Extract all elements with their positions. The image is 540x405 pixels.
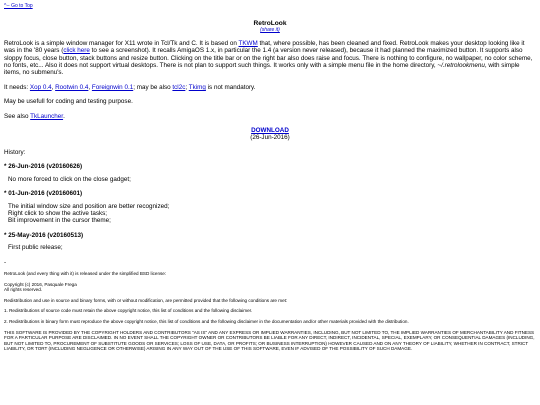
license-intro: RetroLook (and every thing with it) is released under the simplified BSD license: bbox=[4, 270, 167, 276]
menu-file-path: ~/.retrolookmenu bbox=[437, 62, 485, 70]
rootwin-link[interactable]: Rootwin 0.4 bbox=[55, 83, 89, 91]
history-heading: History: bbox=[4, 148, 26, 156]
intro-text-2: that, where possible, has been cleaned and fixed. RetroLook makes your desktop looking like it was in the '80 years ( bbox=[4, 39, 525, 55]
requirements-mid: ; may be also bbox=[133, 83, 173, 91]
see-also-paragraph bbox=[4, 113, 536, 120]
foreignwin-link[interactable]: Foreignwin 0.1 bbox=[91, 83, 134, 91]
usefulness-note: May be usefull for coding and testing purpose. bbox=[4, 98, 133, 106]
tkimg-link[interactable]: Tkimg bbox=[188, 83, 206, 91]
top-nav bbox=[4, 3, 536, 9]
requirements-paragraph bbox=[4, 84, 536, 91]
intro-text-4: , with simple items, no submenu's. bbox=[4, 62, 520, 77]
intro-paragraph bbox=[4, 40, 536, 77]
license-redistribution: Redistribution and use in source and binary forms, with or without modification, are permitted provided that the following conditions are met: bbox=[4, 297, 288, 303]
xop-link[interactable]: Xop 0.4 bbox=[29, 83, 52, 91]
history-entry bbox=[4, 190, 536, 225]
share-row bbox=[4, 27, 536, 34]
license-condition-2: 2. Redistributions in binary form must reproduce the above copyright notice, this list of conditions and the following disclaimer in the documentation and/or other materials provided with the distribution. bbox=[4, 318, 409, 324]
download-link[interactable]: DOWNLOAD bbox=[251, 127, 289, 135]
go-to-top-link[interactable]: ^-- Go to Top bbox=[4, 3, 33, 9]
license-condition-1: 1. Redistributions of source code must retain the above copyright notice, this list of conditions and the following disclaimer. bbox=[4, 308, 253, 314]
tklauncher-link[interactable]: TkLauncher bbox=[30, 112, 64, 120]
history-line: First public release; bbox=[8, 244, 63, 252]
separator: ; bbox=[185, 83, 189, 91]
tkwm-link[interactable]: TKWM bbox=[238, 39, 258, 47]
divider-dash: - bbox=[4, 258, 7, 266]
history-line: Bit improvement in the cursor theme; bbox=[8, 217, 111, 225]
license-rights: All rights reserved. bbox=[4, 287, 43, 293]
intro-text-1: RetroLook is a simple window manager for X11 wrote in Tcl/Tk and C. It is based on bbox=[4, 39, 239, 47]
page-title: RetroLook bbox=[253, 20, 287, 27]
intro-text-3: to see a screenshot). It recalls AmigaOS 1.x, in particular the 1.4 (a version never released), because it had planned the maximized button. It supports also sloppy focus, close button, stack buttons and resize button. Clicking on the title bar or on the right bar also does raise and focus. There is nothing to configure, no wallpaper, no color scheme, no fonts, etc... Also it does not support virtual desktops. There is not plan to support such things. It works only with a simple menu file in the home directory, bbox=[4, 47, 533, 70]
see-also-prefix: See also bbox=[4, 112, 31, 120]
requirements-suffix: is not mandatory. bbox=[205, 83, 256, 91]
license-copyright: Copyright (c) 2016, Pasquale Frega bbox=[4, 281, 77, 287]
history-date: * 01-Jun-2016 (v20160601) bbox=[4, 190, 83, 198]
separator: , bbox=[88, 83, 92, 91]
screenshot-link[interactable]: click here bbox=[63, 47, 90, 55]
history-line: The initial window size and position are better recognized; bbox=[8, 202, 170, 210]
history-date: * 25-May-2016 (v20160513) bbox=[4, 231, 84, 239]
history-entry bbox=[4, 232, 536, 252]
share-link[interactable]: (share it) bbox=[260, 27, 280, 34]
tcl2c-link[interactable]: tcl2c bbox=[172, 83, 186, 91]
history-date: * 26-Jun-2016 (v20160626) bbox=[4, 163, 83, 171]
history-entry bbox=[4, 163, 536, 183]
history-line: No more forced to click on the close gadget; bbox=[8, 175, 131, 183]
download-block bbox=[4, 127, 536, 142]
requirements-prefix: It needs: bbox=[4, 83, 30, 91]
see-also-suffix: . bbox=[63, 112, 65, 120]
separator: , bbox=[51, 83, 56, 91]
history-line: Right click to show the active tasks; bbox=[8, 209, 108, 217]
download-date: (26-Jun-2016) bbox=[250, 134, 290, 142]
license-block bbox=[4, 271, 536, 352]
license-disclaimer: THIS SOFTWARE IS PROVIDED BY THE COPYRIGHT HOLDERS AND CONTRIBUTORS "AS IS" AND ANY EXPRESS OR IMPLIED WARRANTIES, INCLUDING, BUT NOT LIMITED TO, THE IMPLIED WARRANTIES OF MERCHANTABILITY AND FITNESS FOR A PARTICULAR PURPOSE ARE DISCLAIMED. IN NO EVENT SHALL THE COPYRIGHT OWNER OR CONTRIBUTORS BE LIABLE FOR ANY DIRECT, INDIRECT, INCIDENTAL, SPECIAL, EXEMPLARY, OR CONSEQUENTIAL DAMAGES (INCLUDING, BUT NOT LIMITED TO, PROCUREMENT OF SUBSTITUTE GOODS OR SERVICES; LOSS OF USE, DATA, OR PROFITS; OR BUSINESS INTERRUPTION) HOWEVER CAUSED AND ON ANY THEORY OF LIABILITY, WHETHER IN CONTRACT, STRICT LIABILITY, OR TORT (INCLUDING NEGLIGENCE OR OTHERWISE) ARISING IN ANY WAY OUT OF THE USE OF THIS SOFTWARE, EVEN IF ADVISED OF THE POSSIBILITY OF SUCH DAMAGE. bbox=[4, 329, 535, 352]
